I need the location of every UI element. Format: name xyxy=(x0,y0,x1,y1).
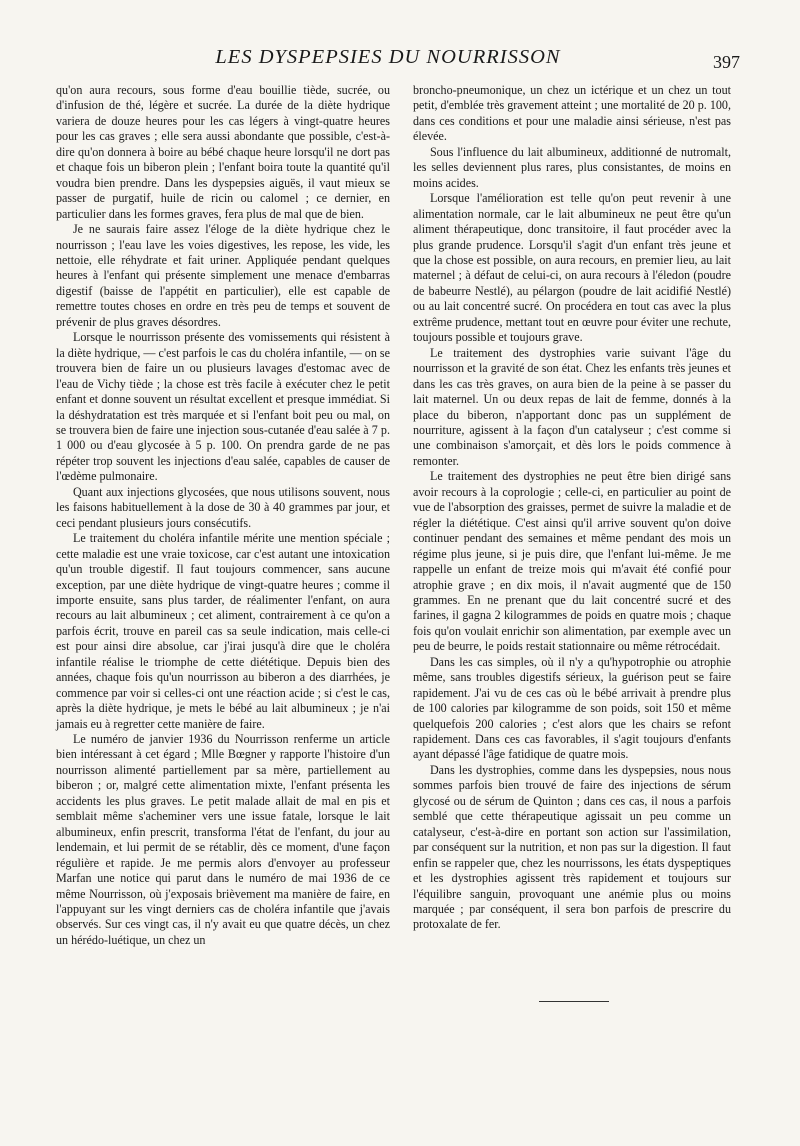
section-end-rule xyxy=(539,1001,609,1002)
paragraph: Lorsque le nourrisson présente des vomissements qui résistent à la diète hydrique, — c'est parfois le cas du choléra infantile, — on se trouvera bien de faire un ou plusieurs lavages d'estomac avec de l'eau de Vichy tiède ; la chose est très facile à exécuter chez le petit enfant et donne souvent un résultat excellent et presque immédiat. Si la déshydratation est très marquée et si l'enfant boit peu ou mal, on se trouvera bien de faire une injection sous-cutanée d'eau salée à 7 p. 1 000 ou d'eau glycosée à 5 p. 100. On prendra garde de ne pas répéter trop souvent les injections d'eau salée, capables de causer de l'œdème pulmonaire. xyxy=(56,330,390,484)
paragraph: Le traitement des dystrophies ne peut être bien dirigé sans avoir recours à la coprologie ; celle-ci, en particulier au point de vue de l'absorption des graisses, permet de suivre la maladie et de régler la diététique. C'est ainsi qu'il arrive souvent qu'on doive continuer pendant des semaines et même pendant des mois un régime plus jeune, si je puis dire, que l'enfant lui-même. Je me rappelle un enfant de treize mois qui m'avait été confié pour atrophie grave ; en dix mois, il n'avait augmenté que de 150 grammes. En ne prenant que du lait concentré sucré et des farines, il gagna 2 kilogrammes de poids en quatre mois ; chaque fois qu'on voulait enrichir son alimentation, par exemple avec un peu de beurre, le poids restait stationnaire ou même rétrocédait. xyxy=(413,469,731,654)
paragraph: Le traitement des dystrophies varie suivant l'âge du nourrisson et la gravité de son état. Chez les enfants très jeunes et dans les cas très graves, on aura bien de la peine à se passer du lait maternel. Un ou deux repas de lait de femme, donnés à la place du biberon, n'apportant donc pas un supplément de nourriture, agissent à la façon d'un catalyseur ; c'est comme si une combinaison s'amorçait, et dès lors le poids commence à remonter. xyxy=(413,345,731,468)
paragraph: Le traitement du choléra infantile mérite une mention spéciale ; cette maladie est une vraie toxicose, car c'est autant une intoxication qu'un trouble digestif. Il faut toujours commencer, sans aucune exception, par une diète hydrique de vingt-quatre heures ; comme il importe ensuite, sans plus tarder, de réalimenter l'enfant, on aura recours au lait albumineux ; cet aliment, contrairement à ce qu'on a parfois écrit, trouve en pareil cas sa seule indication, mais celle-ci est pour ainsi dire absolue, car j'irai jusqu'à dire que le choléra infantile réalise le triomphe de cette diététique. Depuis bien des années, chaque fois qu'un nourrisson au biberon a des diarrhées, je commence par voir si celles-ci ont une réaction acide ; si c'est le cas, après la diète hydrique, je mets le bébé au lait albumineux ; je n'ai jamais eu à regretter cette manière de faire. xyxy=(56,531,390,731)
right-column xyxy=(413,83,731,933)
paragraph: Dans les dystrophies, comme dans les dyspepsies, nous nous sommes parfois bien trouvé de faire des injections de sérum glycosé ou de sérum de Quinton ; dans ces cas, il nous a parfois semblé que cette thérapeutique agissait un peu comme un catalyseur, c'est-à-dire en portant son action sur l'assimilation, par conséquent sur la nutrition, et non pas sur la digestion. Il faut enfin se rappeler que, chez les nourrissons, les états dyspeptiques et les dystrophies agissent très rapidement et toujours sur l'équilibre sanguin, provoquant une anémie plus ou moins marquée ; par conséquent, il sera bon parfois de prescrire du protoxalate de fer. xyxy=(413,762,731,932)
paragraph: Le numéro de janvier 1936 du Nourrisson renferme un article bien intéressant à cet égard ; Mlle Bœgner y rapporte l'histoire d'un nourrisson alimenté partiellement par sa mère, partiellement au biberon ; or, malgré cette alimentation mixte, l'enfant présenta les accidents les plus graves. Le petit malade allait de mal en pis et semblait même s'acheminer vers une issue fatale, lorsque le lait albumineux, enfin prescrit, transforma l'état de l'enfant, du jour au lendemain, et lui permit de se rétablir, dès ce moment, d'une façon régulière et rapide. Je me permis alors d'envoyer au professeur Marfan une notice qui parut dans le numéro de mai 1936 de ce même Nourrisson, où j'exposais brièvement ma manière de faire, en l'appuyant sur les vingt derniers cas de choléra infantile que j'avais observés. Sur ces vingt cas, il n'y avait eu que quatre décès, un chez un hérédo-luétique, un chez un xyxy=(56,732,390,947)
header-title: LES DYSPEPSIES DU NOURRISSON xyxy=(215,46,561,68)
page-number: 397 xyxy=(713,52,740,72)
running-header xyxy=(56,44,740,74)
paragraph: broncho-pneumonique, un chez un ictérique et un chez un tout petit, d'emblée très gravement atteint ; une mortalité de 20 p. 100, dans ces conditions et pour une maladie ainsi sérieuse, n'est pas élevée. xyxy=(413,83,731,144)
left-column xyxy=(56,83,390,948)
paragraph: qu'on aura recours, sous forme d'eau bouillie tiède, sucrée, ou d'infusion de thé, légère et sucrée. La durée de la diète hydrique variera de douze heures pour les cas légers à vingt-quatre heures pour les cas graves ; elle sera aussi abondante que possible, c'est-à-dire qu'on donnera à boire au bébé chaque heure lorsqu'il ne dort pas et chaque fois un biberon plein ; l'enfant boira toute la quantité qu'il voudra bien prendre. Dans les dyspepsies aiguës, il vaut mieux se passer de purgatif, huile de ricin ou calomel ; ce dernier, en particulier dans les formes graves, fera plus de mal que de bien. xyxy=(56,83,390,221)
paragraph: Je ne saurais faire assez l'éloge de la diète hydrique chez le nourrisson ; l'eau lave les voies digestives, les repose, les vide, les nettoie, elle réhydrate et fait uriner. Appliquée pendant quelques heures à l'enfant qui présente simplement une menace d'embarras digestif (baisse de l'appétit en particulier), elle est capable de remettre toutes choses en ordre en très peu de temps et souvent de prévenir de plus graves désordres. xyxy=(56,222,390,329)
paragraph: Sous l'influence du lait albumineux, additionné de nutromalt, les selles deviennent plus rares, plus consistantes, de moins en moins acides. xyxy=(413,144,731,190)
paragraph: Dans les cas simples, où il n'y a qu'hypotrophie ou atrophie même, sans troubles digestifs sérieux, la guérison peut se faire rapidement. J'ai vu de ces cas où le bébé arrivait à prendre plus de 100 calories par kilogramme de son poids, soit 150 et même quelquefois 200 calories ; c'est alors que les chairs se refont rapidement. Dans ces cas favorables, il s'agit toujours d'enfants ayant dépassé l'âge fatidique de quatre mois. xyxy=(413,654,731,762)
paragraph: Lorsque l'amélioration est telle qu'on peut revenir à une alimentation normale, car le lait albumineux ne peut être qu'un aliment thérapeutique, donc transitoire, il faut procéder avec la plus grande prudence. Lorsqu'il s'agit d'un enfant très jeune et que la chose est possible, on aura recours, en premier lieu, au lait maternel ; à défaut de celui-ci, on aura recours à l'éledon (poudre de babeurre Nestlé), au pélargon (poudre de lait acidifié Nestlé) ou au lait concentré sucré. On procédera en tout cas avec la plus extrême prudence, mettant tout en œuvre pour éviter une rechute, toujours possible et toujours grave. xyxy=(413,191,731,345)
paragraph: Quant aux injections glycosées, que nous utilisons souvent, nous les faisons habituellement à la dose de 30 à 40 grammes par jour, et ceci pendant plusieurs jours consécutifs. xyxy=(56,484,390,530)
